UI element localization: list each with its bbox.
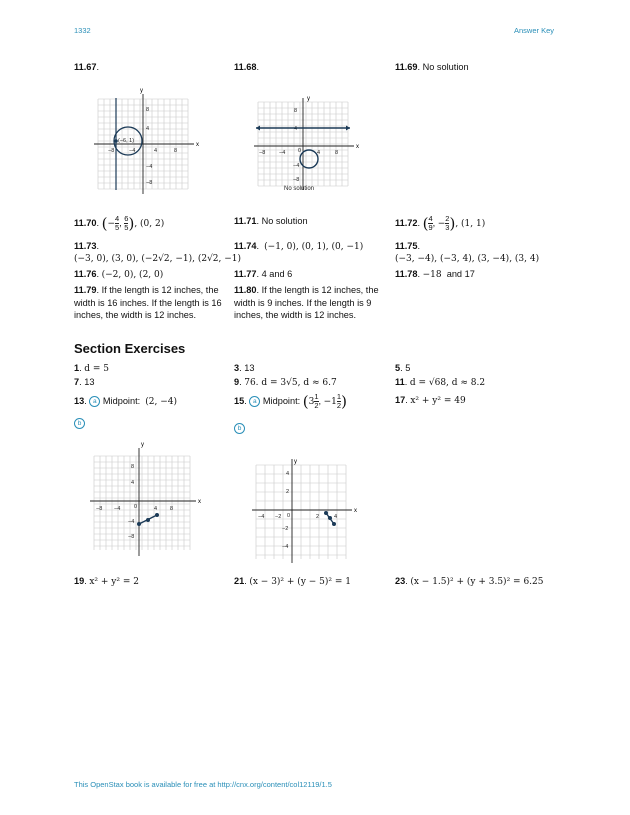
svg-text:8: 8 xyxy=(294,108,298,114)
exercise-21: 21. (x − 3)² + (y − 5)² = 1 xyxy=(234,576,351,587)
exercise-19: 19. x² + y² = 2 xyxy=(74,576,139,587)
running-header: Answer Key xyxy=(514,26,555,35)
exercise-13-part-b: b xyxy=(74,413,85,431)
svg-text:−4: −4 xyxy=(279,150,286,156)
svg-text:4: 4 xyxy=(146,126,150,132)
svg-text:8: 8 xyxy=(131,464,135,470)
endpoint xyxy=(155,513,159,517)
endpoint xyxy=(324,511,328,515)
svg-text:8: 8 xyxy=(335,150,339,156)
x-axis-label: x xyxy=(196,142,199,148)
exercise-11: 11. d = √68, d ≈ 8.2 xyxy=(395,377,486,388)
point-label: (−6, 1) xyxy=(118,138,135,144)
x-tick-labels xyxy=(96,504,173,512)
svg-text:4: 4 xyxy=(317,150,321,156)
svg-text:−4: −4 xyxy=(114,506,121,512)
svg-text:−2: −2 xyxy=(282,526,289,532)
svg-text:0: 0 xyxy=(298,148,302,154)
y-axis-label: y xyxy=(307,96,310,102)
graph-13 xyxy=(86,432,208,560)
svg-text:−8: −8 xyxy=(259,150,266,156)
svg-text:4: 4 xyxy=(154,506,158,512)
y-axis-label: y xyxy=(141,442,144,448)
svg-text:0: 0 xyxy=(134,504,138,510)
svg-text:−8: −8 xyxy=(293,177,300,183)
svg-text:−8: −8 xyxy=(146,180,153,186)
x-axis-label: x xyxy=(198,499,201,505)
svg-text:2: 2 xyxy=(286,489,290,495)
graph-15 xyxy=(250,455,362,567)
graph-11-67 xyxy=(88,84,203,199)
svg-text:−4: −4 xyxy=(128,519,135,525)
exercise-17: 17. x² + y² = 49 xyxy=(395,395,466,406)
graph-11-68 xyxy=(246,94,366,199)
exercise-7: 7. 13 xyxy=(74,377,95,387)
svg-text:−4: −4 xyxy=(282,544,289,550)
svg-text:−4: −4 xyxy=(146,164,153,170)
svg-text:−4: −4 xyxy=(258,514,265,520)
svg-text:8: 8 xyxy=(174,148,178,154)
exercise-15-part-b: b xyxy=(234,418,245,436)
exercise-13: 13. a Midpoint: (2, −4) xyxy=(74,396,178,407)
answer-11-70: 11.70. (− $\frac{4}{5}$ , $\frac{6}{5}$ ), (0, 2) xyxy=(74,214,165,233)
answer-11-72: 11.72. ( $\frac{4}{9}$ , − $\frac{2}{3}$ ), (1, 1) xyxy=(395,214,486,233)
midpoint xyxy=(146,518,150,522)
grid xyxy=(94,456,190,550)
y-axis-label: y xyxy=(140,88,143,94)
svg-text:4: 4 xyxy=(334,514,338,520)
x-axis-label: x xyxy=(356,144,359,150)
svg-text:2: 2 xyxy=(316,514,320,520)
x-axis-label: x xyxy=(354,508,357,514)
y-axis-label: y xyxy=(294,459,297,465)
page-number: 1332 xyxy=(74,26,91,35)
exercise-15: 15. a Midpoint: (3 $\frac{1}{2}$ , −1 $\frac{1}{2}$ ) xyxy=(234,392,347,411)
answer-11-71: 11.71. No solution xyxy=(234,216,308,226)
answer-11-77: 11.77. 4 and 6 xyxy=(234,269,293,279)
x-tick-labels xyxy=(259,148,338,156)
svg-text:4: 4 xyxy=(286,471,290,477)
endpoint xyxy=(137,522,141,526)
answer-11-79: 11.79. If the length is 12 inches, the width is 16 inches. If the length is 16 inches, the width is 12 inches. xyxy=(74,285,222,320)
svg-text:4: 4 xyxy=(131,480,135,486)
exercise-9: 9. 76. d = 3√5, d ≈ 6.7 xyxy=(234,377,337,388)
answer-11-75: 11.75. (−3, −4), (−3, 4), (3, −4), (3, 4) xyxy=(395,241,540,264)
exercise-3: 3. 13 xyxy=(234,363,255,373)
answer-11-69: 11.69. No solution xyxy=(395,62,469,72)
section-title: Section Exercises xyxy=(74,341,186,356)
svg-text:8: 8 xyxy=(146,107,150,113)
grid xyxy=(256,465,346,559)
svg-text:−8: −8 xyxy=(96,506,103,512)
answer-11-78: 11.78. −18 and 17 xyxy=(395,269,475,280)
part-a-marker: a xyxy=(249,396,260,407)
no-solution-note: No solution xyxy=(284,186,315,192)
exercise-1: 1. d = 5 xyxy=(74,363,109,374)
answer-11-80: 11.80. If the length is 12 inches, the width is 9 inches. If the length is 9 inches, the width is 12 inches. xyxy=(234,285,379,320)
answer-11-76: 11.76. (−2, 0), (2, 0) xyxy=(74,269,164,280)
y-tick-labels xyxy=(146,107,152,186)
svg-text:4: 4 xyxy=(294,126,298,132)
svg-text:0: 0 xyxy=(287,513,291,519)
svg-text:4: 4 xyxy=(154,148,158,154)
answer-11-67: 11.67. xyxy=(74,62,100,72)
svg-text:8: 8 xyxy=(170,506,174,512)
endpoint xyxy=(332,522,336,526)
midpoint xyxy=(328,516,332,520)
answer-11-74: 11.74. (−1, 0), (0, 1), (0, −1) xyxy=(234,241,364,252)
answer-11-73: 11.73. (−3, 0), (3, 0), (−2√2, −1), (2√2, −1) xyxy=(74,241,242,264)
exercise-23: 23. (x − 1.5)² + (y + 3.5)² = 6.25 xyxy=(395,576,544,587)
answer-11-68: 11.68. xyxy=(234,62,260,72)
part-a-marker: a xyxy=(89,396,100,407)
svg-text:−8: −8 xyxy=(108,148,115,154)
y-tick-labels xyxy=(128,464,134,540)
svg-text:−8: −8 xyxy=(128,534,135,540)
svg-text:−4: −4 xyxy=(129,148,136,154)
exercise-5: 5. 5 xyxy=(395,363,411,373)
svg-text:−4: −4 xyxy=(293,163,300,169)
axes xyxy=(94,94,194,194)
footer-note: This OpenStax book is available for free at http://cnx.org/content/col12119/1.5 xyxy=(74,780,332,789)
svg-text:−2: −2 xyxy=(275,514,282,520)
